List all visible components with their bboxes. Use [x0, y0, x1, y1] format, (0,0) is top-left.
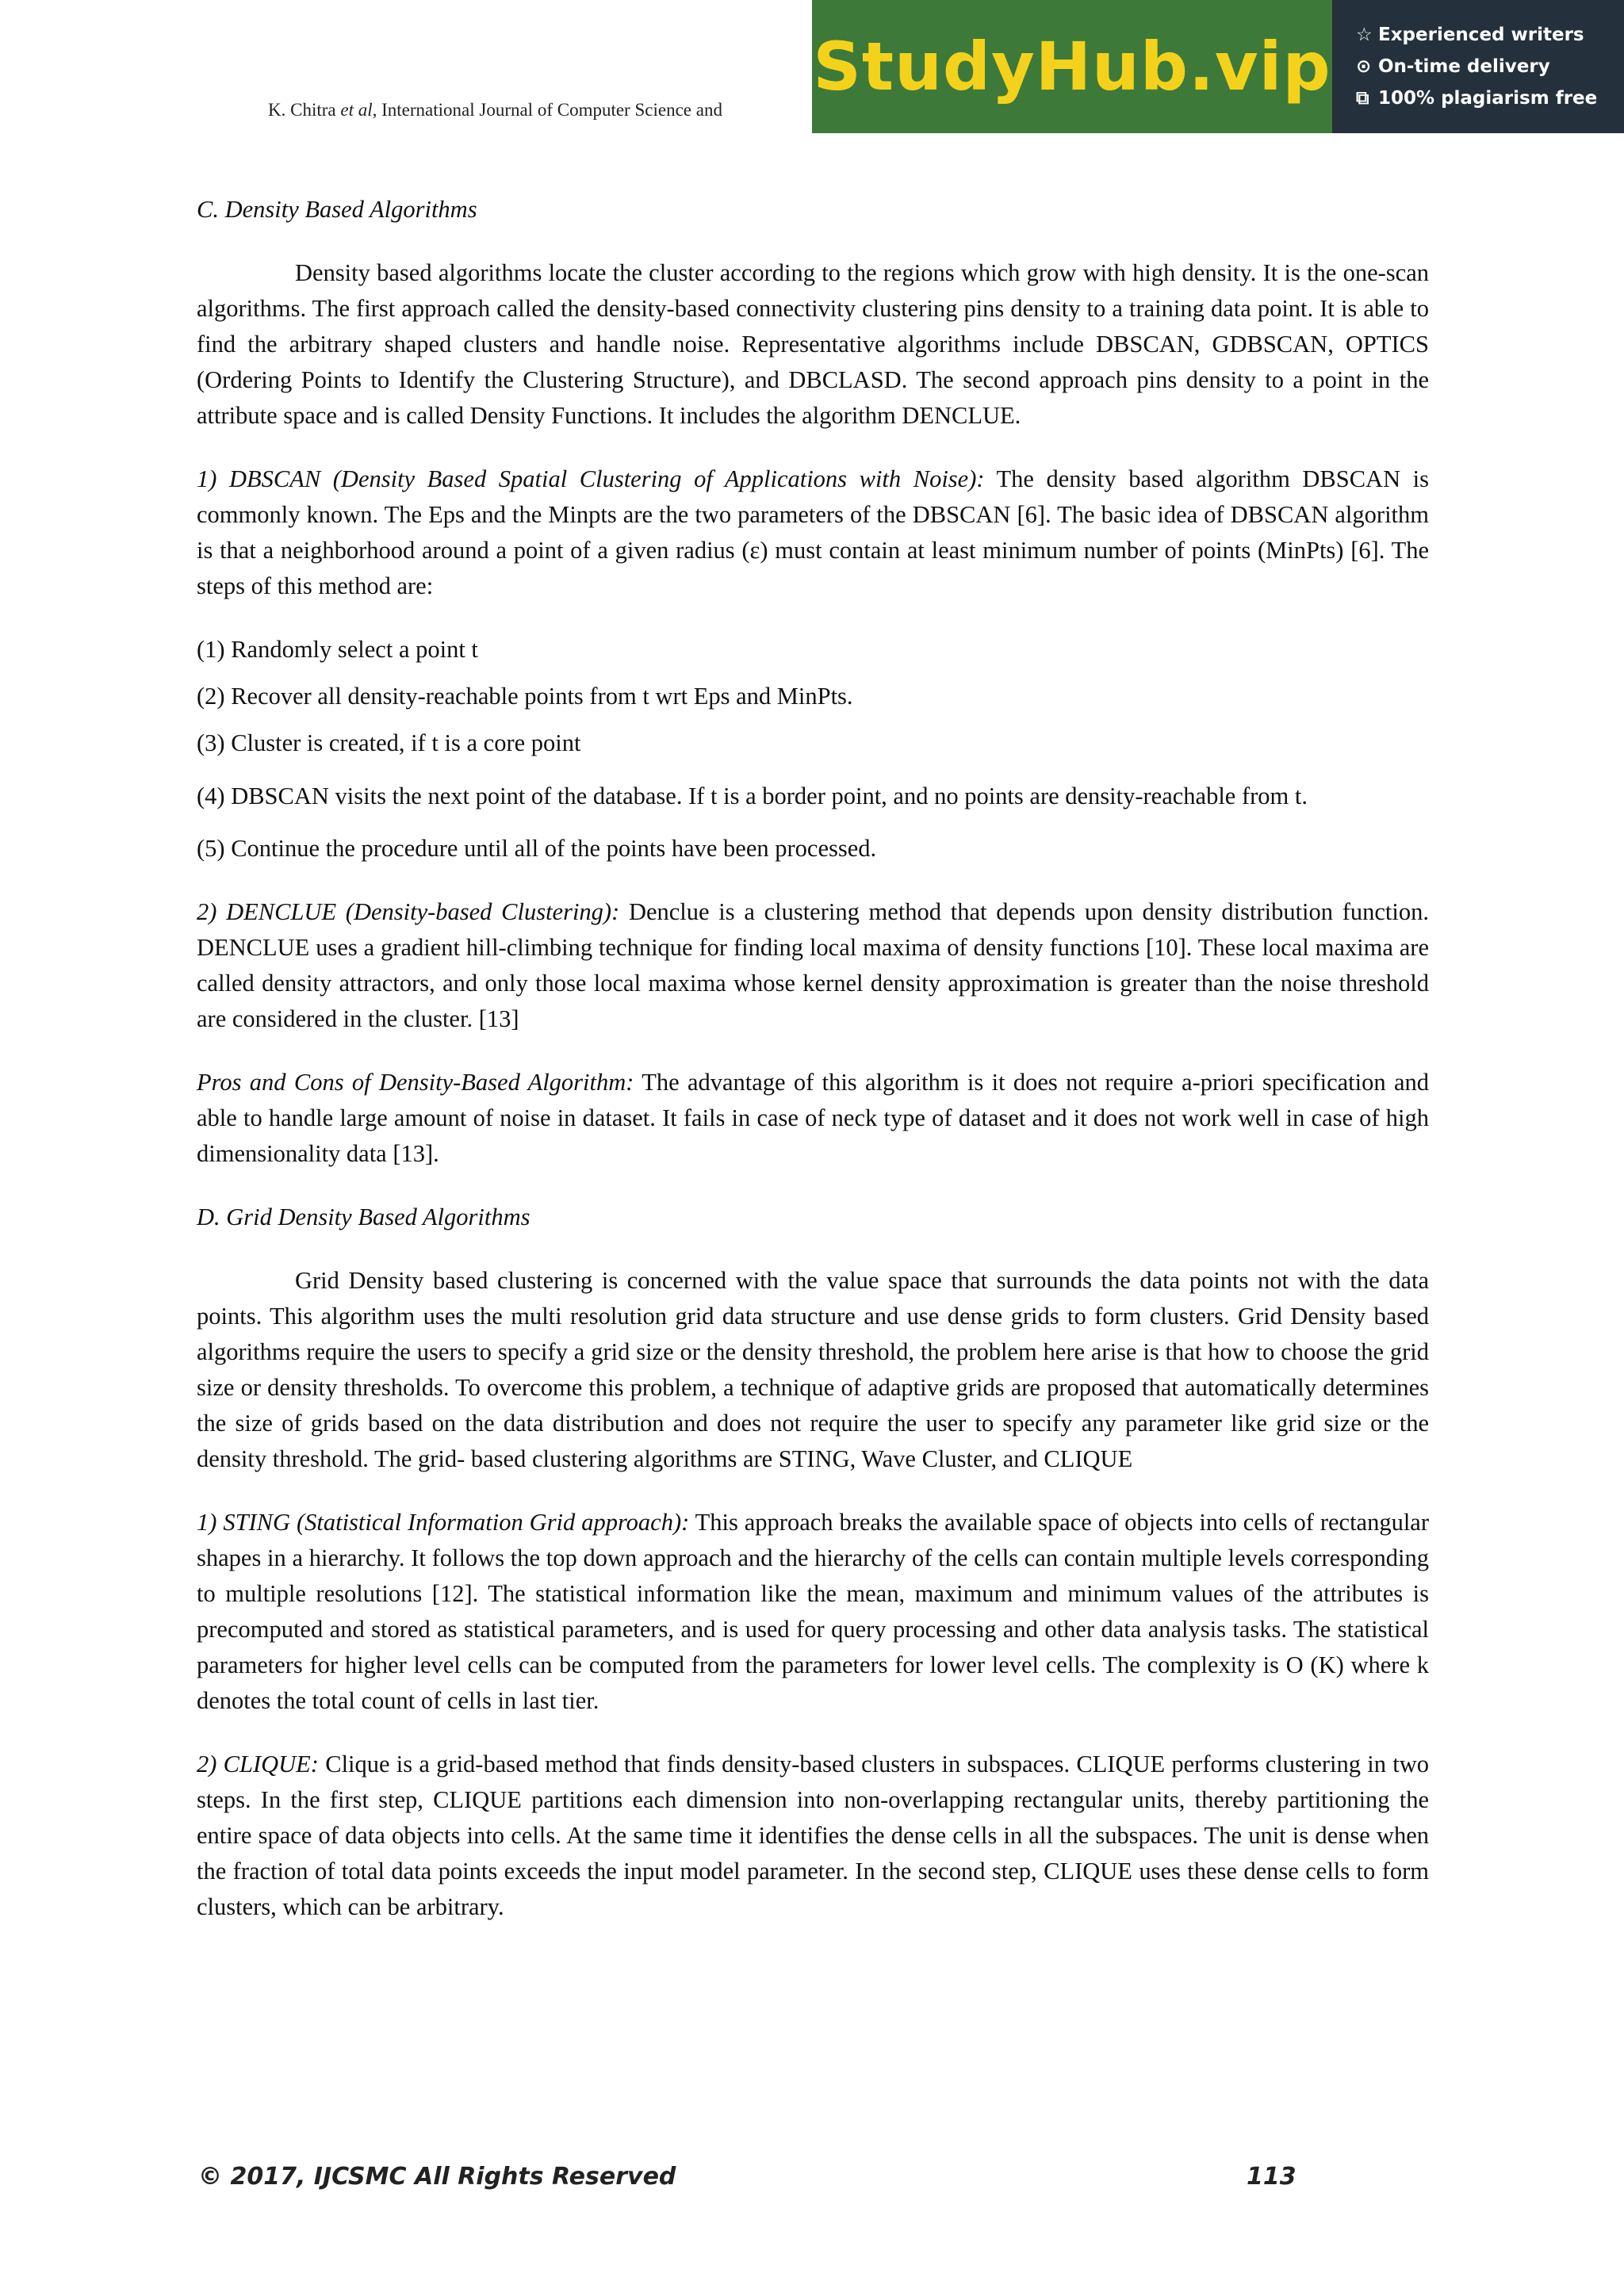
banner-feature: ⧉ 100% plagiarism free: [1356, 82, 1624, 114]
running-head-author: K. Chitra: [268, 100, 341, 120]
dbscan-step: (5) Continue the procedure until all of the points have been processed.: [197, 835, 877, 862]
banner-features: [1332, 0, 1624, 133]
dbscan-title: 1) DBSCAN (Density Based Spatial Clustering of Applications with Noise):: [197, 465, 985, 492]
clique-title: 2) CLIQUE:: [197, 1751, 319, 1777]
section-c-intro: Density based algorithms locate the cluster according to the regions which grow with high density. It is the one-scan algorithms. The first approach called the density-based connectivity clustering pins density to a training data point. It is able to find the arbitrary shaped clusters and handle noise. Representative algorithms include DBSCAN, GDBSCAN, OPTICS (Ordering Points to Identify the Clustering Structure), and DBCLASD. The second approach pins density to a point in the attribute space and is called Density Functions. It includes the algorithm DENCLUE.: [197, 259, 1429, 429]
pros-cons-paragraph: [197, 1065, 1429, 1172]
dbscan-step: (3) Cluster is created, if t is a core point: [197, 729, 581, 756]
denclue-text: Denclue is a clustering method that depends upon density distribution function. DENCLUE uses a gradient hill-climbing technique for finding local maxima of density functions [10]. These local maxima are called density attractors, and only those local maxima whose kernel density approximation is greater than the noise threshold are considered in the cluster. [13]: [197, 898, 1429, 1032]
running-head-journal: , International Journal of Computer Science and: [372, 100, 722, 120]
pros-cons-text: The advantage of this algorithm is it does not require a-priori specification and able to handle large amount of noise in dataset. It fails in case of neck type of dataset and it does not work well in case of high dimensionality data [13].: [197, 1069, 1429, 1167]
studyhub-banner[interactable]: [812, 0, 1624, 133]
denclue-title: 2) DENCLUE (Density-based Clustering):: [197, 898, 620, 925]
banner-logo[interactable]: [812, 0, 1332, 133]
clock-icon: ⊙: [1356, 56, 1372, 77]
star-icon: ☆: [1356, 25, 1373, 45]
sting-title: 1) STING (Statistical Information Grid approach):: [197, 1509, 690, 1536]
section-c-heading: C. Density Based Algorithms: [197, 196, 477, 223]
clique-text: Clique is a grid-based method that finds density-based clusters in subspaces. CLIQUE performs clustering in two steps. In the first step, CLIQUE partitions each dimension into non-overlapping rectangular units, thereby partitioning the entire space of data objects into cells. At the same time it identifies the dense cells in all the subspaces. The unit is dense when the fraction of total data points exceeds the input model parameter. In the second step, CLIQUE uses these dense cells to form clusters, which can be arbitrary.: [197, 1751, 1429, 1920]
banner-feature: ⊙ On-time delivery: [1356, 51, 1624, 82]
sting-paragraph: [197, 1505, 1429, 1719]
page-number: 113: [1247, 2163, 1297, 2191]
clique-paragraph: [197, 1747, 1429, 1925]
copy-icon: ⧉: [1356, 88, 1369, 109]
running-head: [268, 98, 722, 122]
dbscan-text: The density based algorithm DBSCAN is commonly known. The Eps and the Minpts are the two parameters of the DBSCAN [6]. The basic idea of DBSCAN algorithm is that a neighborhood around a point of a given radius (ε) must contain at least minimum number of points (MinPts) [6]. The steps of this method are:: [197, 465, 1430, 599]
dbscan-step: (4) DBSCAN visits the next point of the database. If t is a border point, and no points are density-reachable from t.: [197, 783, 1308, 809]
section-d-heading: D. Grid Density Based Algorithms: [197, 1203, 530, 1230]
article-body: [197, 192, 1429, 1953]
footer-copyright: © 2017, IJCSMC All Rights Reserved: [198, 2163, 676, 2191]
section-d-intro: Grid Density based clustering is concerned with the value space that surrounds the data points not with the data points. This algorithm uses the multi resolution grid data structure and use dense grids to form clusters. Grid Density based algorithms require the users to specify a grid size or the density threshold, the problem here arise is that how to choose the grid size or density thresholds. To overcome this problem, a technique of adaptive grids are proposed that automatically determines the size of grids based on the data distribution and does not require the user to specify any parameter like grid size or the density threshold. The grid- based clustering algorithms are STING, Wave Cluster, and CLIQUE: [197, 1267, 1429, 1472]
banner-logo-text: StudyHub.vip: [813, 28, 1331, 105]
denclue-paragraph: [197, 894, 1429, 1037]
pros-cons-title: Pros and Cons of Density-Based Algorithm:: [197, 1069, 634, 1096]
dbscan-paragraph: [197, 461, 1429, 604]
banner-feature: ☆ Experienced writers: [1356, 19, 1624, 51]
sting-text: This approach breaks the available space of objects into cells of rectangular shapes in a hierarchy. It follows the top down approach and the hierarchy of the cells can contain multiple levels corresponding to multiple resolutions [12]. The statistical information like the mean, maximum and minimum values of the attributes is precomputed and stored as statistical parameters, and is used for query processing and other data analysis tasks. The statistical parameters for higher level cells can be computed from the parameters for lower level cells. The complexity is O (K) where k denotes the total count of cells in last tier.: [197, 1509, 1430, 1714]
dbscan-step: (1) Randomly select a point t: [197, 636, 478, 663]
dbscan-step: (2) Recover all density-reachable points from t wrt Eps and MinPts.: [197, 683, 853, 710]
running-head-etal: et al: [340, 100, 373, 120]
